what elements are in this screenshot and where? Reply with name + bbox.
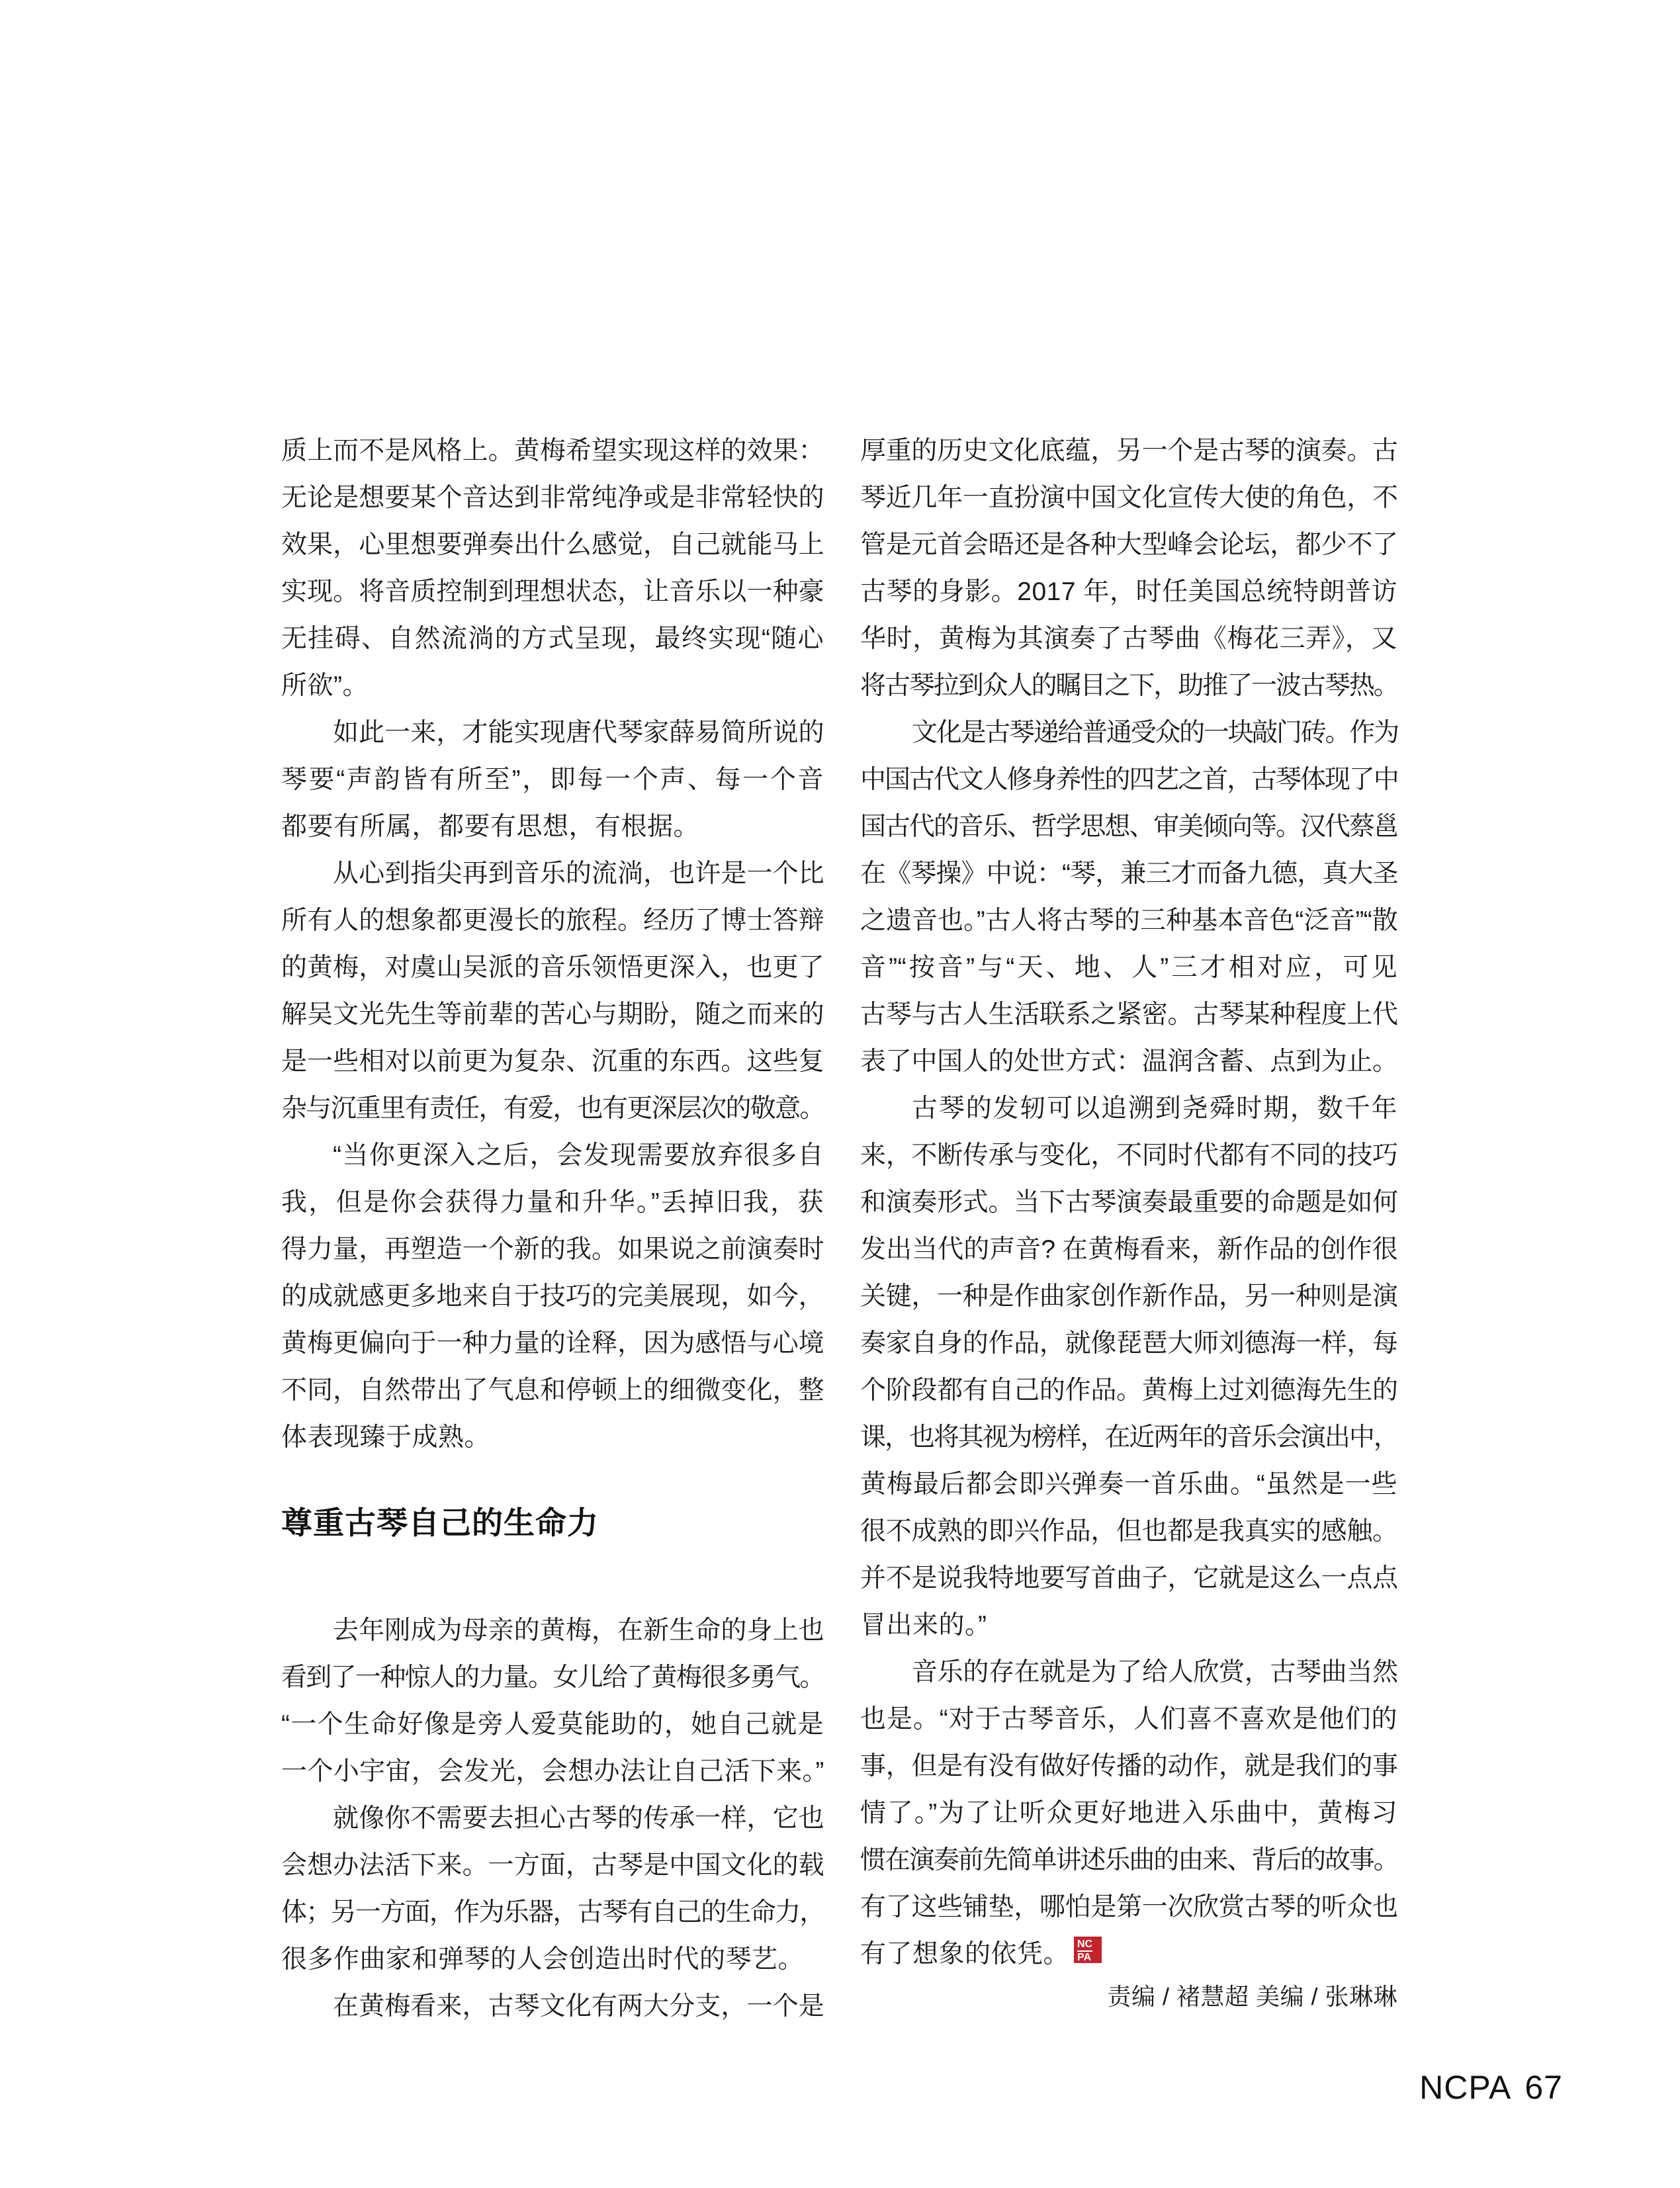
text-line: 发出当代的声音? 在黄梅看来，新作品的创作很 (860, 1235, 1397, 1264)
text-line: 去年刚成为母亲的黄梅，在新生命的身上也 (333, 1616, 824, 1645)
text-line: 来，不断传承与变化，不同时代都有不同的技巧 (860, 1141, 1397, 1170)
ncpa-logo-line2: PA (1077, 1952, 1092, 1963)
text-line: 事，但是有没有做好传播的动作，就是我们的事 (860, 1752, 1397, 1780)
right-column (860, 427, 1397, 1978)
text-line: 看到了一种惊人的力量。女儿给了黄梅很多勇气。 (281, 1663, 824, 1692)
left-column-lower (281, 1607, 824, 2030)
text-line: 解吴文光先生等前辈的苦心与期盼，随之而来的 (281, 1000, 824, 1029)
text-line: 华时，黄梅为其演奏了古琴曲《梅花三弄》，又 (860, 625, 1397, 653)
text-line: 有了这些铺垫，哪怕是第一次欣赏古琴的听众也 (860, 1893, 1397, 1921)
text-line: 关键，一种是作曲家创作新作品，另一种则是演 (860, 1282, 1397, 1311)
text-line: 体表现臻于成熟。 (281, 1423, 491, 1452)
text-line: 黄梅最后都会即兴弹奏一首乐曲。“虽然是一些 (860, 1470, 1397, 1499)
text-line: 也是。“对于古琴音乐，人们喜不喜欢是他们的 (860, 1705, 1397, 1733)
text-line: 效果，心里想要弹奏出什么感觉，自己就能马上 (281, 531, 824, 559)
text-line: 管是元首会晤还是各种大型峰会论坛，都少不了 (860, 531, 1397, 559)
text-line: 很多作曲家和弹琴的人会创造出时代的琴艺。 (281, 1945, 805, 1974)
text-line: 琴要“声韵皆有所至”，即每一个声、每一个音 (281, 766, 824, 794)
journal-name: NCPA (1419, 2069, 1512, 2106)
text-line: 杂与沉重里有责任，有爱，也有更深层次的敬意。 (281, 1094, 824, 1123)
text-line: 中国古代文人修身养性的四艺之首，古琴体现了中 (860, 766, 1397, 794)
text-line: 如此一来，才能实现唐代琴家薛易简所说的 (333, 719, 824, 747)
page-footer (1419, 2070, 1563, 2105)
text-line: “当你更深入之后，会发现需要放弃很多自 (333, 1141, 824, 1170)
section-heading: 尊重古琴自己的生命力 (281, 1505, 599, 1540)
text-line: 的黄梅，对虞山吴派的音乐领悟更深入，也更了 (281, 953, 824, 982)
text-line: 质上而不是风格上。黄梅希望实现这样的效果： (281, 437, 824, 465)
text-line: 音乐的存在就是为了给人欣赏，古琴曲当然 (912, 1658, 1397, 1686)
text-line: 一个小宇宙，会发光，会想办法让自己活下来。” (281, 1757, 824, 1786)
text-line: 实现。将音质控制到理想状态，让音乐以一种豪 (281, 578, 824, 606)
text-line: 国古代的音乐、哲学思想、审美倾向等。汉代蔡邕 (860, 812, 1397, 841)
text-line: 都要有所属，都要有思想，有根据。 (281, 812, 700, 841)
text-line: 惯在演奏前先简单讲述乐曲的由来、背后的故事。 (860, 1846, 1397, 1874)
text-line: 无论是想要某个音达到非常纯净或是非常轻快的 (281, 484, 824, 512)
text-line: 不同，自然带出了气息和停顿上的细微变化，整 (281, 1376, 824, 1405)
left-column-upper (281, 427, 824, 1461)
text-line: 和演奏形式。当下古琴演奏最重要的命题是如何 (860, 1188, 1397, 1217)
text-line: 是一些相对以前更为复杂、沉重的东西。这些复 (281, 1047, 824, 1076)
text-line: 奏家自身的作品，就像琵琶大师刘德海一样，每 (860, 1329, 1397, 1358)
text-line: 的成就感更多地来自于技巧的完美展现，如今， (281, 1282, 824, 1311)
text-line: 会想办法活下来。一方面，古琴是中国文化的载 (281, 1851, 824, 1880)
text-line: 得力量，再塑造一个新的我。如果说之前演奏时 (281, 1235, 824, 1264)
text-line: 文化是古琴递给普通受众的一块敲门砖。作为 (912, 719, 1397, 747)
ncpa-end-mark-logo (1074, 1937, 1102, 1963)
text-line: 将古琴拉到众人的瞩目之下，助推了一波古琴热。 (860, 672, 1397, 700)
text-line: 在黄梅看来，古琴文化有两大分支，一个是 (333, 1992, 824, 2021)
page-number: 67 (1525, 2069, 1563, 2106)
text-line: 有了想象的依凭。 (860, 1940, 1070, 1968)
text-line: 琴近几年一直扮演中国文化宣传大使的角色，不 (860, 484, 1397, 512)
text-line: “一个生命好像是旁人爱莫能助的，她自己就是 (281, 1710, 824, 1739)
text-line: 在《琴操》中说：“琴，兼三才而备九德，真大圣 (860, 859, 1397, 888)
text-line: 古琴与古人生活联系之紧密。古琴某种程度上代 (860, 1000, 1397, 1029)
text-line: 并不是说我特地要写首曲子，它就是这么一点点 (860, 1564, 1397, 1593)
text-line: 古琴的发轫可以追溯到尧舜时期，数千年 (912, 1094, 1397, 1123)
text-line: 课，也将其视为榜样，在近两年的音乐会演出中， (860, 1423, 1397, 1452)
text-line: 之遗音也。”古人将古琴的三种基本音色“泛音”“散 (860, 906, 1397, 935)
text-line: 所有人的想象都更漫长的旅程。经历了博士答辩 (281, 906, 824, 935)
text-line: 情了。”为了让听众更好地进入乐曲中，黄梅习 (860, 1799, 1397, 1827)
text-line: 无挂碍、自然流淌的方式呈现，最终实现“随心 (281, 625, 824, 653)
text-line: 所欲”。 (281, 672, 369, 700)
text-line: 很不成熟的即兴作品，但也都是我真实的感触。 (860, 1517, 1397, 1546)
text-line: 音”“按音”与“天、地、人”三才相对应，可见 (860, 953, 1397, 982)
text-line: 表了中国人的处世方式：温润含蓄、点到为止。 (860, 1047, 1397, 1076)
text-line: 黄梅更偏向于一种力量的诠释，因为感悟与心境 (281, 1329, 824, 1358)
text-line: 就像你不需要去担心古琴的传承一样，它也 (333, 1804, 824, 1833)
text-line: 厚重的历史文化底蕴，另一个是古琴的演奏。古 (860, 437, 1397, 465)
text-line: 体；另一方面，作为乐器，古琴有自己的生命力， (281, 1898, 824, 1927)
text-line: 我，但是你会获得力量和升华。”丢掉旧我，获 (281, 1188, 824, 1217)
text-line: 从心到指尖再到音乐的流淌，也许是一个比 (333, 859, 824, 888)
text-line: 冒出来的。” (860, 1611, 987, 1640)
text-line: 个阶段都有自己的作品。黄梅上过刘德海先生的 (860, 1376, 1397, 1405)
editor-credits: 责编 / 褚慧超 美编 / 张琳琳 (1107, 1983, 1397, 2010)
ncpa-logo-line1: NC (1077, 1939, 1092, 1952)
text-line: 古琴的身影。2017 年，时任美国总统特朗普访 (860, 578, 1397, 606)
